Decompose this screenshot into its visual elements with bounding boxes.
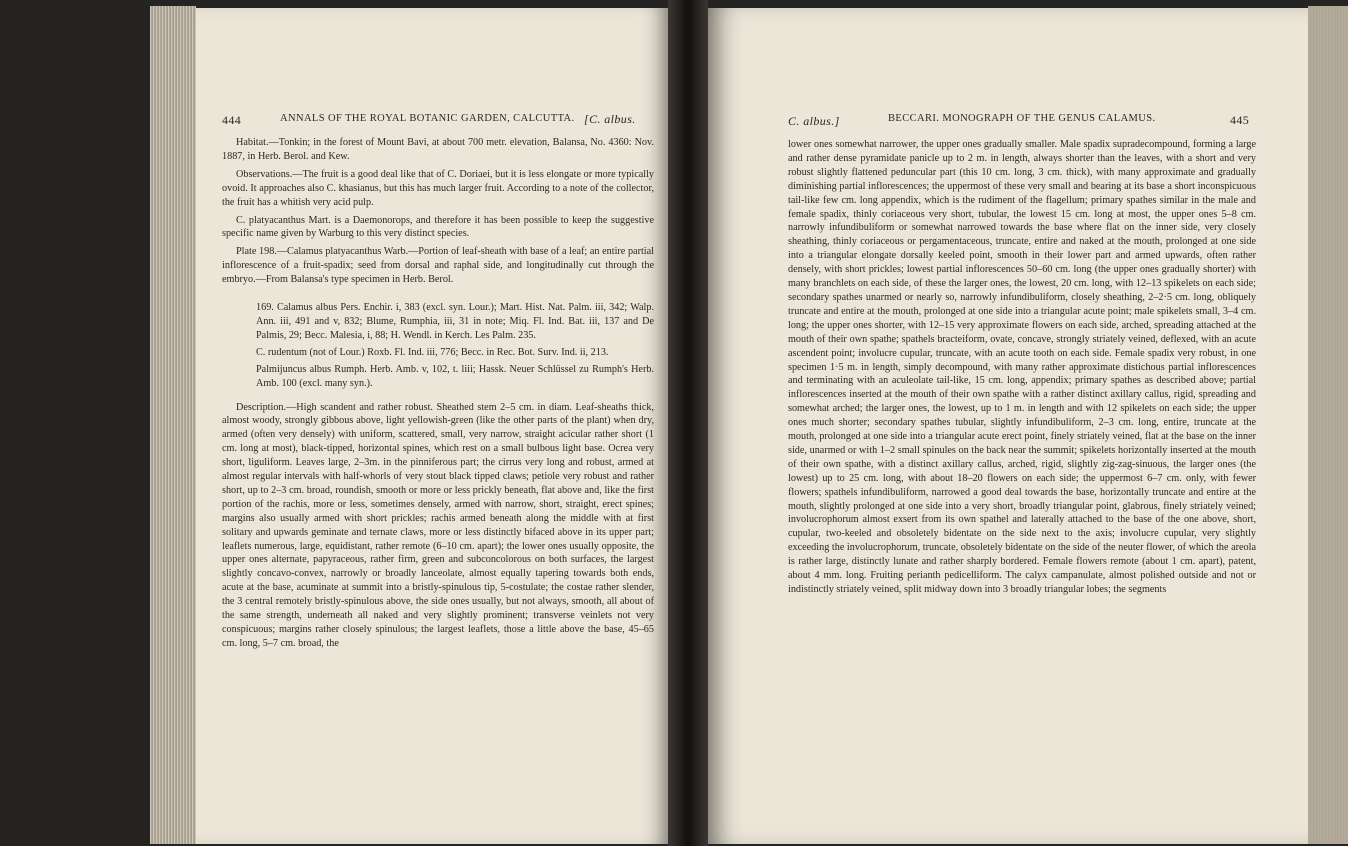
species-entry-heading: 169. Calamus albus Pers. Enchir. i, 383 (excl. syn. Lour.); Mart. Hist. Nat. Palm. iii, 342; Walp. Ann. iii, 491 and v, 832; Blume, Rumphia, iii, 31 in note; Miq. Fl. Ind. Bat. iii, 137 and De Palmis, 29; Becc. Malesia, i, 88; H. Wendl. in Kerch. Les Palm. 235.: [256, 302, 654, 341]
page-edges-right: [1308, 6, 1348, 844]
synonym-rudentum: C. rudentum (not of Lour.) Roxb. Fl. Ind. iii, 776; Becc. in Rec. Bot. Surv. Ind. ii, 213.: [256, 346, 609, 358]
right-page-number: 445: [1230, 113, 1250, 127]
paragraph-plate: Plate 198.—Calamus platyacanthus Warb.—Portion of leaf-sheath with base of a leaf; an entire partial inflorescence of a fruit-spadix; seed from dorsal and raphal side, and longitudinally cut through the embryo.—From Balansa's type specimen in Herb. Berol.: [222, 246, 654, 286]
paragraph-platyacanthus: C. platyacanthus Mart. is a Daemonorops, and therefore it has been possible to keep the suggestive specific name given by Warburg to this very distinct species.: [222, 214, 654, 240]
left-page-number: 444: [222, 113, 242, 127]
right-running-title: BECCARI. MONOGRAPH OF THE GENUS CALAMUS.: [888, 113, 1156, 124]
left-running-title: ANNALS OF THE ROYAL BOTANIC GARDEN, CALCUTTA.: [280, 113, 575, 124]
paragraph-description-continued: lower ones somewhat narrower, the upper ones gradually smaller. Male spadix supradecompound, forming a large and rather dense pyramidate panicle up to 2 m. in length, always shorter than the leaves, with a short and very robust slightly flattened peduncular part (this 10 cm. long, 3 cm. thick), with many approximate and gradually diminishing partial inflorescences; the uppermost of these very small and bearing at its base a short inconspicuous tail-like few cm. long appendix, which is the rudiment of the flagellum; primary spathes similar in the male and female spadix, thinly coriaceous very short, tubular, the lowest 15 cm. long at most, the upper ones 5–8 cm. narrowly infundibuliform or somewhat narrowed towards the base where flat on the inner side, very closely sheathing, thinly coriaceous or pergamentaceous, truncate, entire and naked at the mouth, prolonged at one side into a triangular elongate dorsally keeled point, smooth in their lower part and armed upwards, often rather densely, with short prickles; lowest partial inflorescences 50–60 cm. long (the upper ones gradually shorter) with many branchlets on each side, of these the larger ones, the lowest, 20 cm. long, with 12–13 spikelets on each side; secondary spathes unarmed or nearly so, narrowly infundibuliform, closely sheathing, 2–2·5 cm. long, obliquely truncate and entire at the mouth, prolonged at one side into a triangular acute point; male spikelets small, 3–4 cm. long; the upper ones shorter, with 12–15 very approximate flowers on each side, arched, spreading attached at the mouth of their own spathe; spathels bracteiform, ovate, concave, strongly striately veined, deflexed, with an acute ascendent point; involucre cupular, truncate, with an acute tooth on each side. Female spadix very robust, in one specimen 1·5 m. in length, simply decompound, with many rather approximate distichous partial inflorescences and terminating with an aculeolate tail-like, 15 cm. long, appendix; primary spathes as described above; partial inflorescences inserted at the mouth of their own spathe with a rather distinct axillary callus, rigid, spreading and somewhat arched; the larger ones, the lowest, up to 1 m. in length and with 12 spikelets on each side; the upper ones much shorter; secondary spathes tubular, slightly infundibuliform, 2–3 cm. long, entire, truncate at the mouth, prolonged at one side into a triangular acute erect point, finely striately veined, flat at the base on the inner side, unarmed or with 1–2 small spinules on the back near the summit; spikelets horizontally inserted at the mouth of their own spathe, with a distinct axillary callus, arched, rigid, slightly zig-zag-sinuous, the larger ones (the lowest) up to 25 cm. long, with about 18–20 flowers on each side; the uppermost 6–7 cm. only, with fewer flowers; spathels infundibuliform, narrowed a good deal towards the base, horizontally truncate and entire at the mouth, slightly prolonged at one side into a very short, broadly triangular point, glabrous, finely striately veined; involucrophorum almost exsert from its own spathel and laterally attached to the base of the one above, short, cupular, two-keeled and obsoletely bidentate on the side next to the axis; involucre cupular, very slightly exceeding the involucrophorum, truncate, obsoletely bidentate on the side of the neuter flower, of which the areola is rather large, distinctly lunate and rather sharply bordered. Female flowers remote (about 1 cm. apart), patent, about 4 mm. long. Fruiting perianth pedicelliform. The calyx campanulate, almost polished outside and not or indistinctly striately veined, split midway down into 3 broadly triangular lobes; the segments: [788, 139, 1256, 595]
left-running-head: [222, 112, 636, 128]
paragraph-habitat: Habitat.—Tonkin; in the forest of Mount Bavi, at about 700 metr. elevation, Balansa, No. 4360: Nov. 1887, in Herb. Berol. and Kew.: [222, 137, 654, 162]
right-page: [708, 8, 1308, 844]
page-edges-left: [150, 6, 196, 844]
synonym-palmijuncus: Palmijuncus albus Rumph. Herb. Amb. v, 102, t. liii; Hassk. Neuer Schlüssel zu Rumph's Herb. Amb. 100 (excl. many syn.).: [256, 363, 654, 389]
paragraph-observations: Observations.—The fruit is a good deal like that of C. Doriaei, but it is less elongate or more typically ovoid. It approaches also C. khasianus, but this has much larger fruit. According to a note of the collector, the fruit has a whitish very acid pulp.: [222, 168, 654, 208]
left-running-tag: [C. albus.: [584, 112, 636, 126]
left-page: [196, 8, 668, 844]
paragraph-description: Description.—High scandent and rather robust. Sheathed stem 2–5 cm. in diam. Leaf-sheaths thick, almost woody, strongly gibbous above, light yellowish-green (like the other parts of the plant) when dry, armed (often very densely) with uniform, scattered, small, very narrow, straight acicular rather short (1 cm. long at most), black-tipped, horizontal spines, which rest on a small bulbous light base. Ocrea very short, liguliform. Leaves large, 2–3m. in the pinniferous part; the cirrus very long and robust, armed at almost regular intervals with half-whorls of very stout black tipped claws; petiole very robust and rather short, up to 2–3 cm. broad, roundish, smooth or more or less prickly beneath, flat above and, like the first portion of the rachis, more or less, sometimes densely, armed with narrow, short, straight, erect spines; margins also usually armed with short prickles; rachis armed beneath along the middle with at first solitary and upwards geminate and ternate claws, more or less distinctly bifaced above in its upper part; leaflets numerous, large, equidistant, rather remote (6–10 cm. apart); the lower ones usually opposite, the upper ones alternate, papyraceous, rather firm, green and subconcolorous on both surfaces, the largest slightly concavo-convex, narrowly or broadly lanceolate, almost equally tapering towards both ends, acute at the base, acuminate at summit into a bristly-spinulous tip, 5-costulate; the costae rather slender, the 3 central remotely bristly-spinulous above, the side ones usually, but not always, smooth, all about of the same strength, underneath all naked and very slightly prominent; transverse veinlets not very conspicuous; margins rather closely spinulous; the largest leaflets, those a little above the base, 45–65 cm. long, 5–7 cm. broad, the: [222, 401, 654, 649]
right-body-text: [788, 138, 1256, 601]
book-gutter: [668, 0, 708, 846]
right-running-tag: C. albus.]: [788, 114, 840, 128]
left-body-text: [222, 136, 654, 655]
